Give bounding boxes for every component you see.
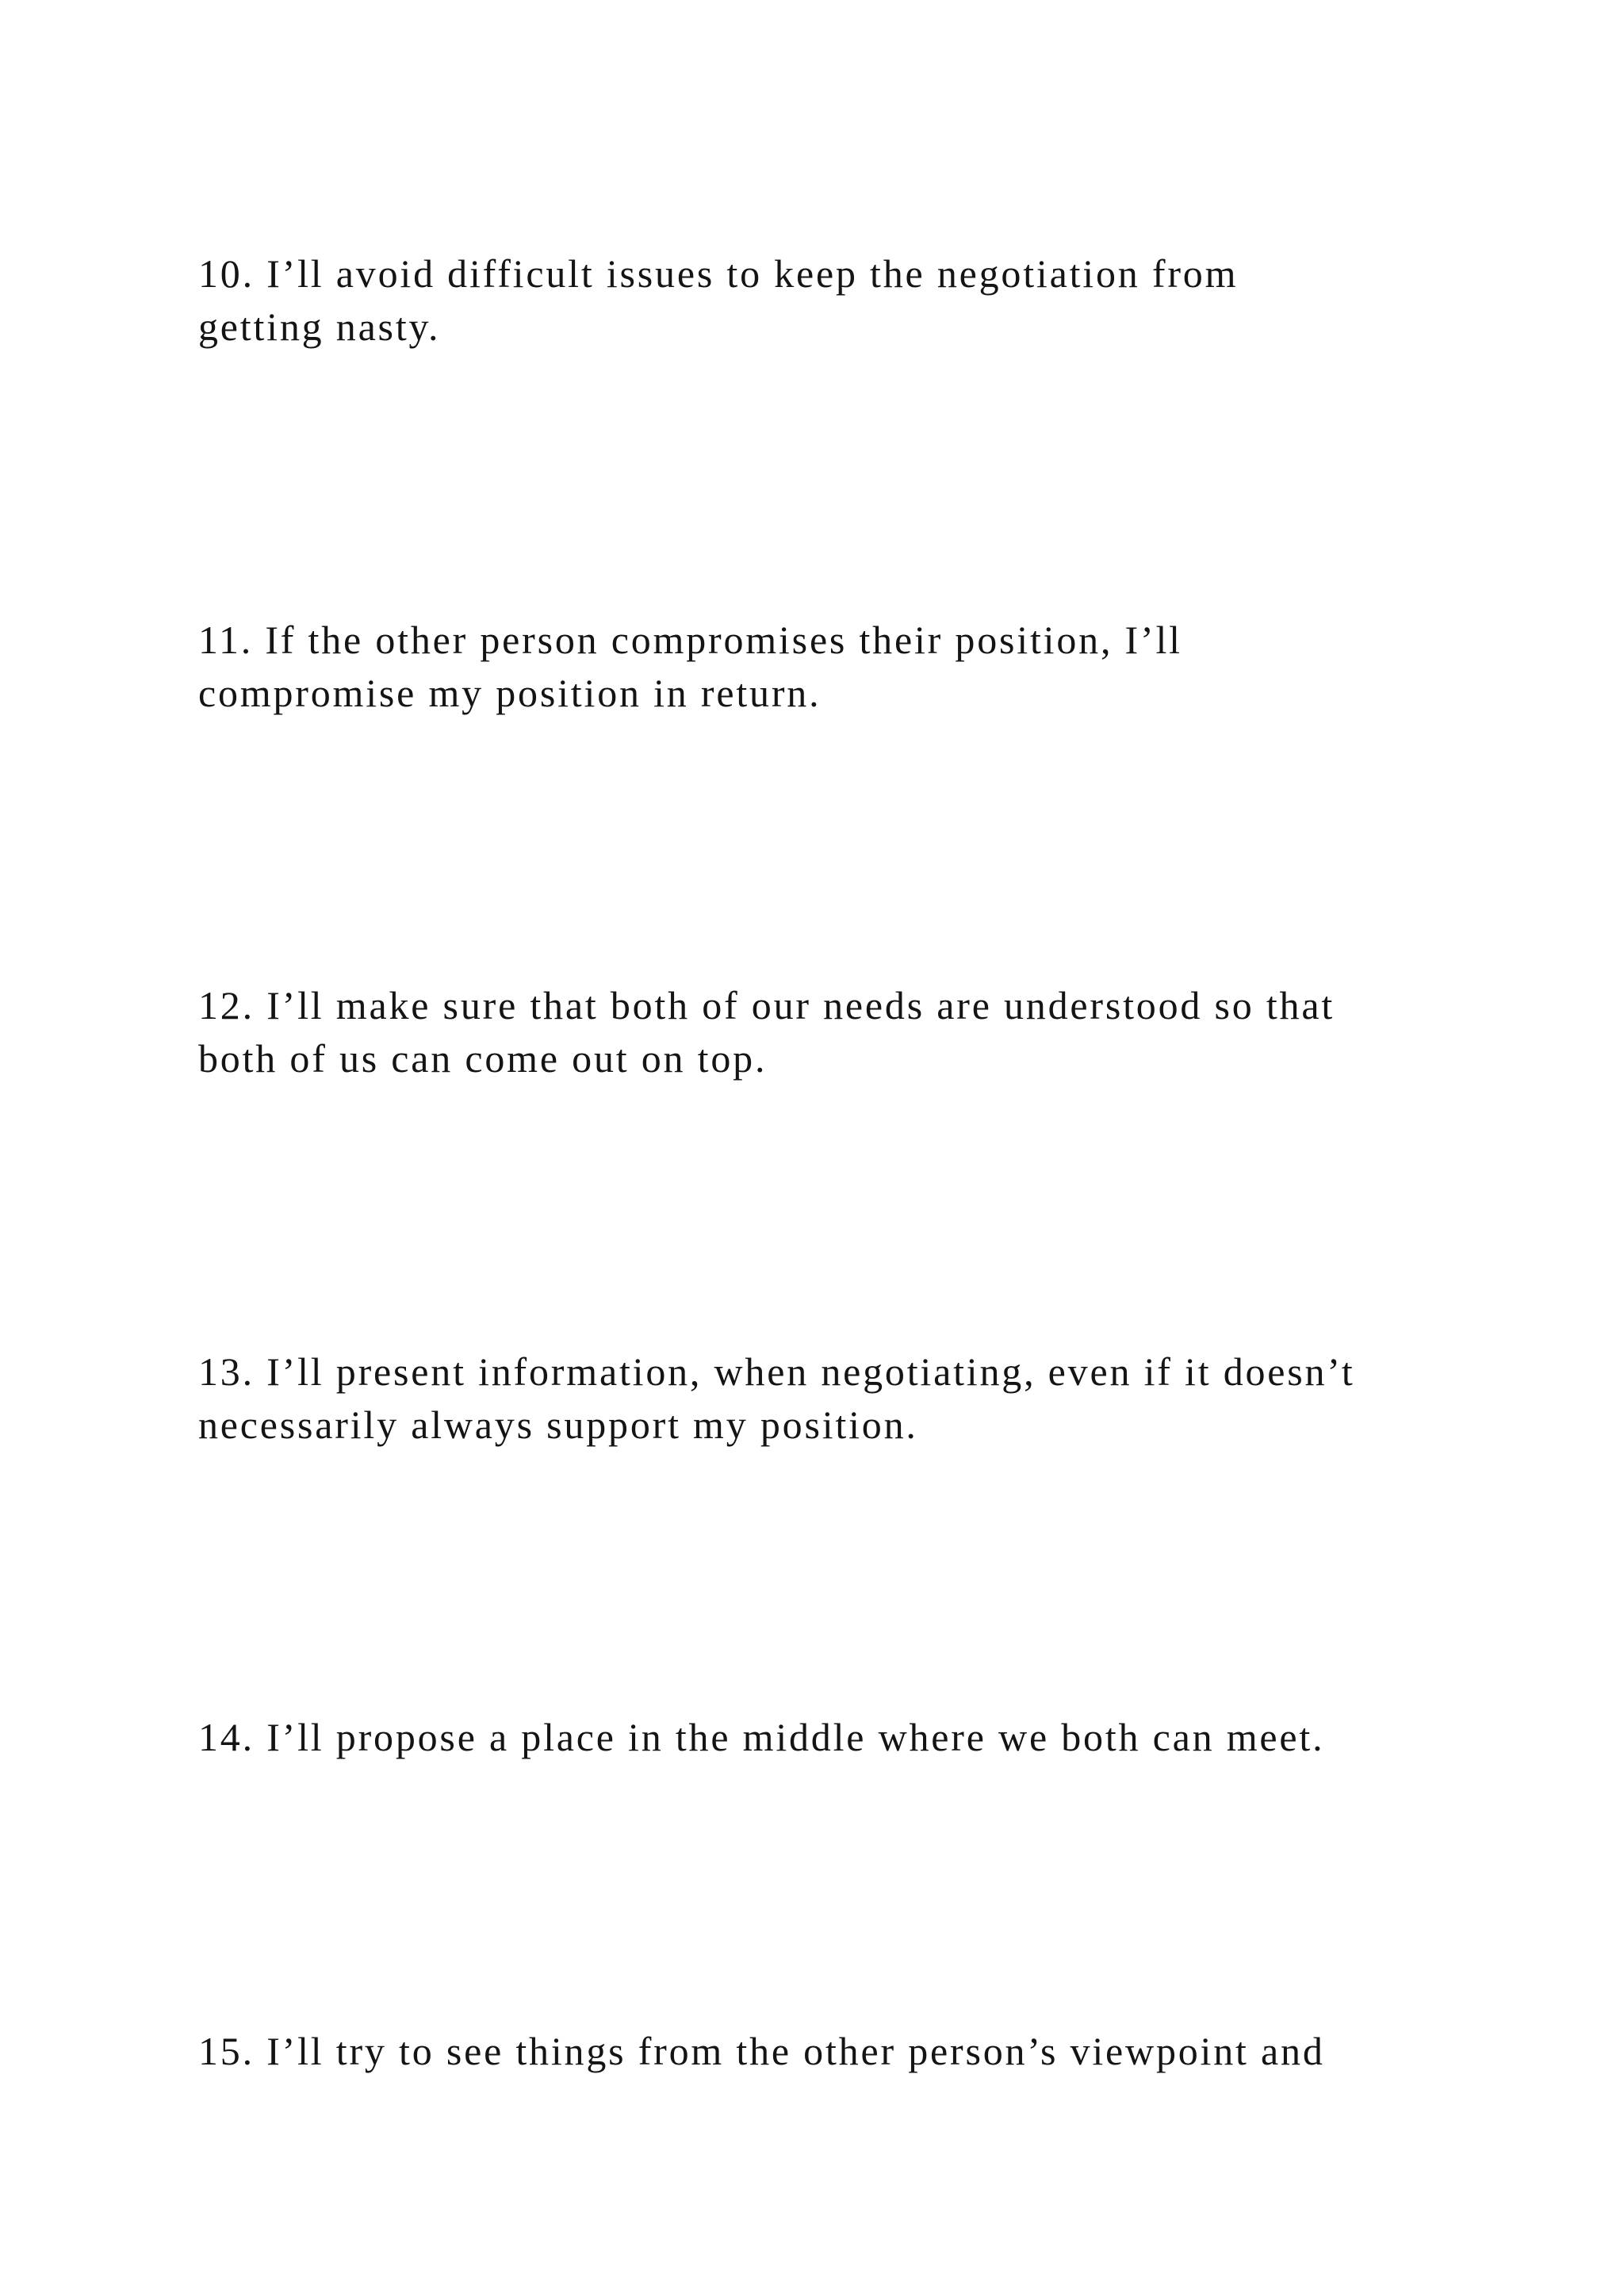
statement-12-line-2: both of us can come out on top. xyxy=(198,1036,768,1081)
statement-11-line-1: 11. If the other person compromises their position, I’ll xyxy=(198,618,1182,662)
statement-14 xyxy=(198,1711,1515,1764)
statement-11-line-2: compromise my position in return. xyxy=(198,671,822,715)
statement-15 xyxy=(198,2025,1515,2078)
statement-11 xyxy=(198,614,1515,720)
statement-12-line-1: 12. I’ll make sure that both of our needs are understood so that xyxy=(198,983,1335,1027)
statement-13-line-2: necessarily always support my position. xyxy=(198,1402,918,1447)
statement-15-line-1: 15. I’ll try to see things from the other person’s viewpoint and xyxy=(198,2029,1325,2073)
statement-10-line-1: 10. I’ll avoid difficult issues to keep the negotiation from xyxy=(198,251,1239,296)
statement-13-line-1: 13. I’ll present information, when negotiating, even if it doesn’t xyxy=(198,1349,1355,1394)
statement-12 xyxy=(198,979,1515,1085)
statement-13 xyxy=(198,1345,1515,1452)
statement-10 xyxy=(198,247,1515,354)
statement-10-line-2: getting nasty. xyxy=(198,304,441,349)
statement-14-line-1: 14. I’ll propose a place in the middle where we both can meet. xyxy=(198,1715,1325,1759)
